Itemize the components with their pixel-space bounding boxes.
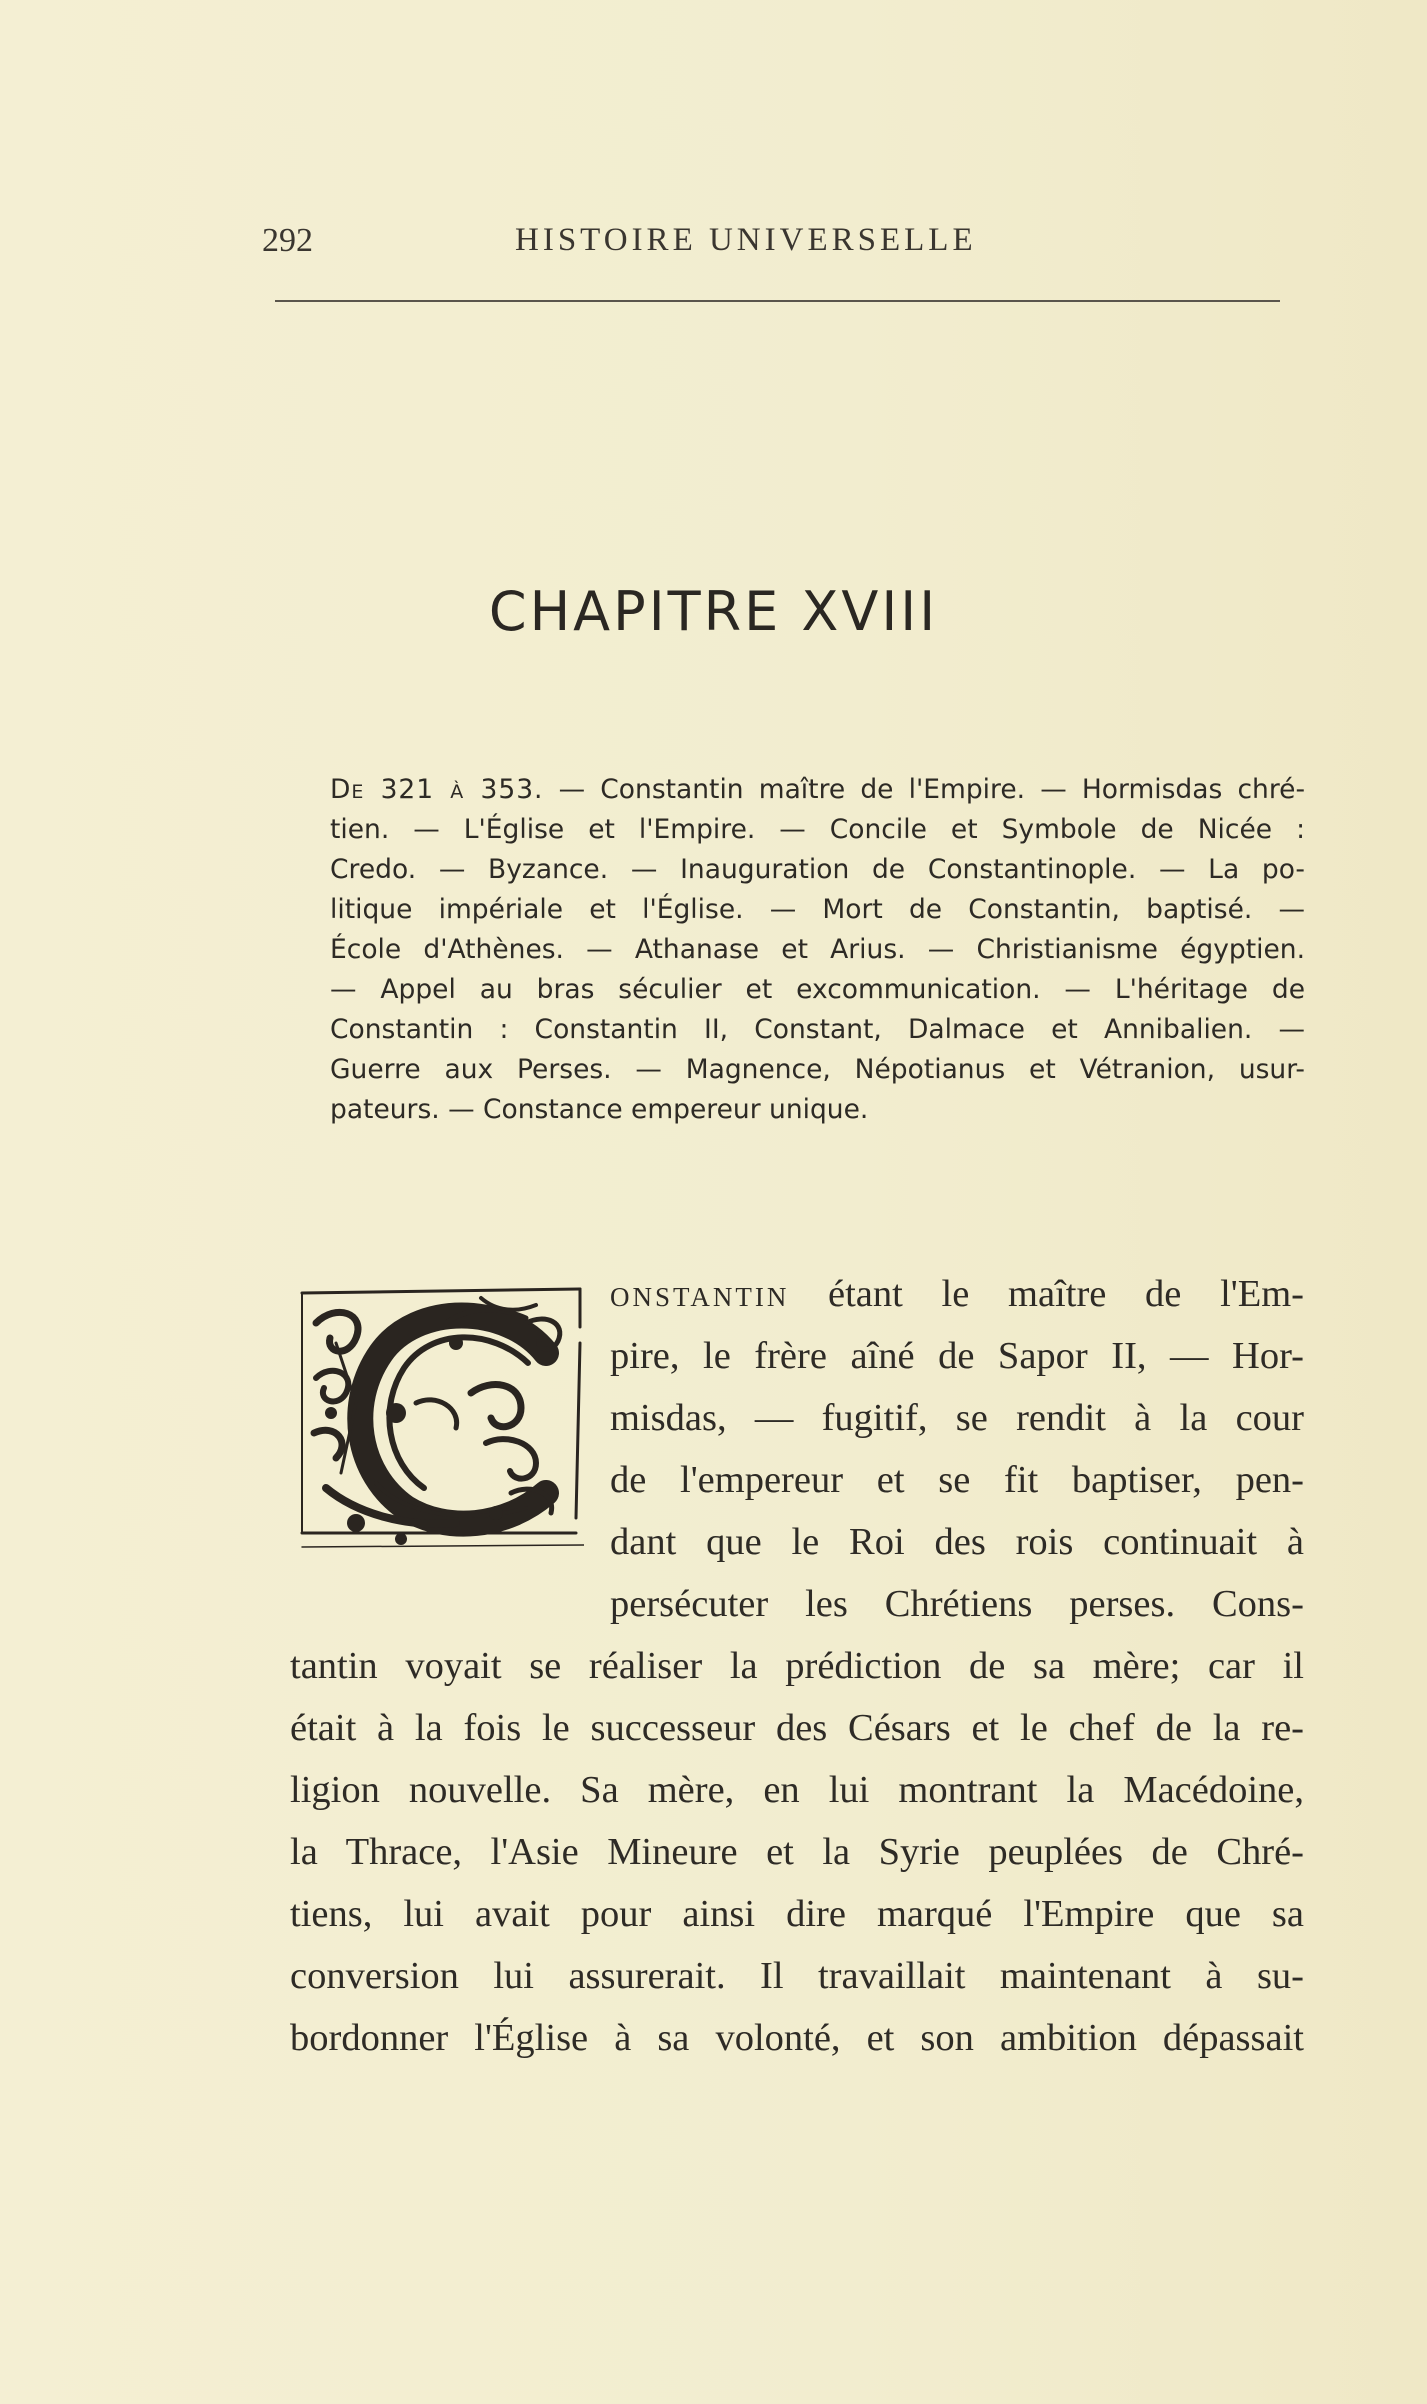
page-header bbox=[262, 222, 1282, 272]
body-line: bordonner l'Église à sa volonté, et son ambition dépassait bbox=[290, 2017, 1304, 2059]
chapter-summary bbox=[330, 770, 1305, 1130]
body-line: de l'empereur et se fit baptiser, pen- bbox=[610, 1459, 1304, 1501]
summary-line: Constantin : Constantin II, Constant, Dalmace et Annibalien. — bbox=[330, 1014, 1305, 1045]
body-line: était à la fois le successeur des Césars et le chef de la re- bbox=[290, 1707, 1304, 1749]
body-line: pire, le frère aîné de Sapor II, — Hor- bbox=[610, 1335, 1304, 1377]
summary-line: Credo. — Byzance. — Inauguration de Constantinople. — La po- bbox=[330, 854, 1305, 885]
body-line: la Thrace, l'Asie Mineure et la Syrie peuplées de Chré- bbox=[290, 1831, 1304, 1873]
summary-line: — Appel au bras séculier et excommunication. — L'héritage de bbox=[330, 974, 1305, 1005]
body-line-text: étant le maître de l'Em- bbox=[789, 1273, 1304, 1315]
summary-line: litique impériale et l'Église. — Mort de Constantin, baptisé. — bbox=[330, 894, 1305, 925]
summary-line: Guerre aux Perses. — Magnence, Népotianus et Vétranion, usur- bbox=[330, 1054, 1305, 1085]
first-word-rest: onstantin bbox=[610, 1273, 790, 1315]
header-rule bbox=[275, 300, 1280, 302]
body-line bbox=[610, 1263, 1304, 1325]
body-line: misdas, — fugitif, se rendit à la cour bbox=[610, 1397, 1304, 1439]
body-line: dant que le Roi des rois continuait à bbox=[610, 1521, 1304, 1563]
body-line: ligion nouvelle. Sa mère, en lui montrant la Macédoine, bbox=[290, 1769, 1304, 1811]
body-line: persécuter les Chrétiens perses. Cons- bbox=[610, 1583, 1304, 1625]
summary-line: tien. — L'Église et l'Empire. — Concile et Symbole de Nicée : bbox=[330, 814, 1305, 845]
summary-line: École d'Athènes. — Athanase et Arius. — Christianisme égyptien. bbox=[330, 934, 1305, 965]
summary-lead: De 321 à 353. bbox=[330, 774, 544, 805]
summary-line bbox=[330, 770, 1305, 810]
summary-line-text: — Constantin maître de l'Empire. — Hormisdas chré- bbox=[543, 774, 1306, 805]
body-line: tantin voyait se réaliser la prédiction de sa mère; car il bbox=[290, 1645, 1304, 1687]
page-number: 292 bbox=[262, 222, 313, 259]
body-text bbox=[290, 1263, 1304, 2069]
body-line: conversion lui assurerait. Il travaillait maintenant à su- bbox=[290, 1955, 1304, 1997]
summary-line: pateurs. — Constance empereur unique. bbox=[330, 1094, 869, 1125]
running-title: HISTOIRE UNIVERSELLE bbox=[515, 222, 977, 258]
body-line: tiens, lui avait pour ainsi dire marqué l'Empire que sa bbox=[290, 1893, 1304, 1935]
chapter-title: CHAPITRE XVIII bbox=[488, 580, 939, 643]
